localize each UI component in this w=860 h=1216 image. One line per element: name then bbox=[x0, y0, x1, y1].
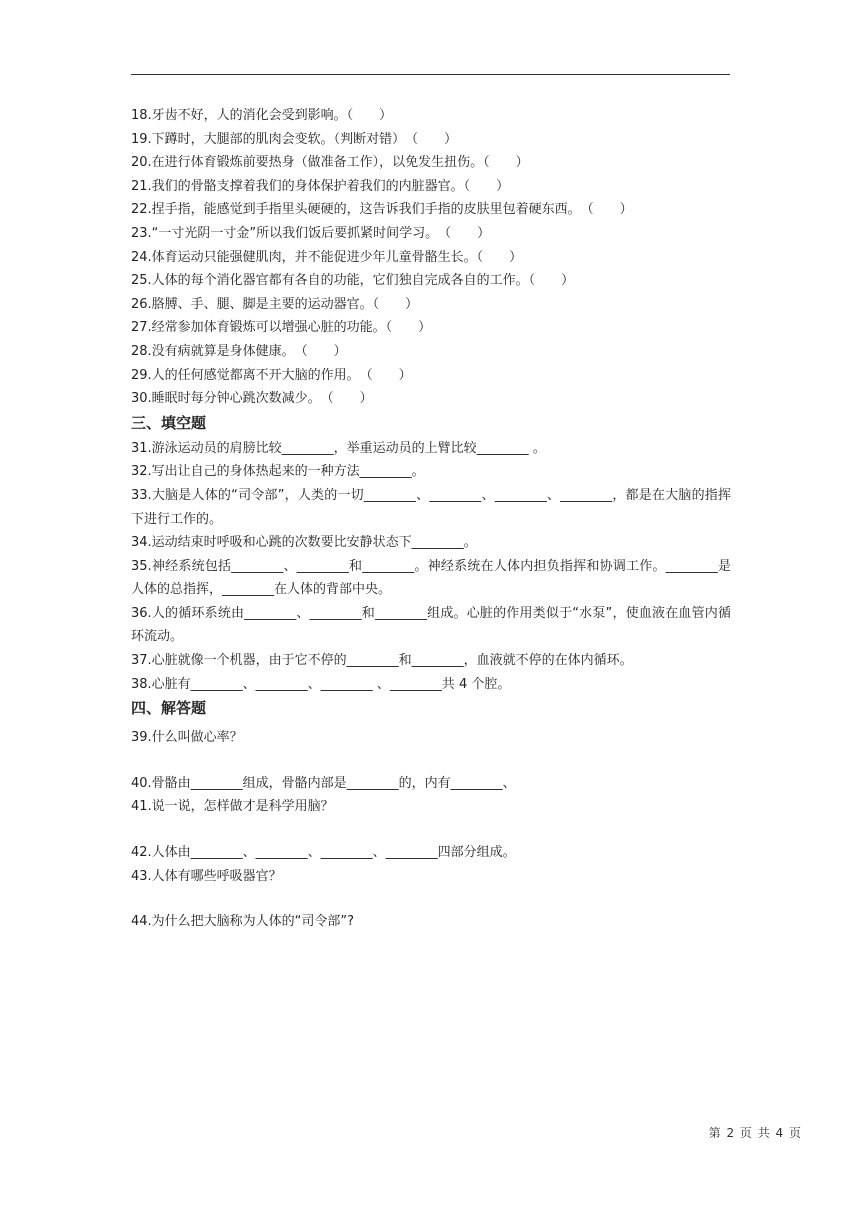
question-25: 25.人体的每个消化器官都有各自的功能，它们独自完成各自的工作。（ ） bbox=[131, 273, 575, 289]
question-39: 39.什么叫做心率？ bbox=[131, 730, 243, 746]
page-content bbox=[131, 104, 731, 934]
question-29: 29.人的任何感觉都离不开大脑的作用。 （ ） bbox=[131, 367, 412, 383]
question-30: 30.睡眠时每分钟心跳次数减少。 （ ） bbox=[131, 391, 373, 407]
judgement-list bbox=[131, 104, 731, 411]
question-24: 24.体育运动只能强健肌肉，并不能促进少年儿童骨骼生长。（ ） bbox=[131, 249, 523, 265]
question-35: 35.神经系统包括________、________和________。神经系统在人体内担负指挥和协调工作。________是人体的总指挥，________在人体的背部中央。 bbox=[131, 558, 731, 598]
answer-list bbox=[131, 722, 731, 934]
question-19: 19.下蹲时，大腿部的肌肉会变软。（判断对错） （ ） bbox=[131, 131, 458, 147]
question-20: 20.在进行体育锻炼前要热身（做准备工作），以免发生扭伤。（ ） bbox=[131, 155, 529, 171]
question-22: 22.捏手指，能感觉到手指里头硬硬的，这告诉我们手指的皮肤里包着硬东西。 （ ） bbox=[131, 202, 633, 218]
question-42: 42.人体由________、________、________、________四部分组成。 bbox=[131, 845, 516, 861]
question-41: 41.说一说，怎样做才是科学用脑？ bbox=[131, 799, 334, 815]
header-rule bbox=[131, 74, 730, 75]
question-43: 43.人体有哪些呼吸器官？ bbox=[131, 868, 282, 884]
question-27: 27.经常参加体育锻炼可以增强心脏的功能。（ ） bbox=[131, 320, 432, 336]
question-32: 32.写出让自己的身体热起来的一种方法________。 bbox=[131, 464, 425, 480]
question-40: 40.骨骼由________组成，骨骼内部是________的，内有________、 bbox=[131, 775, 516, 791]
section-title-fill-in: 三、填空题 bbox=[131, 413, 207, 432]
question-28: 28.没有病就算是身体健康。 （ ） bbox=[131, 343, 347, 359]
question-21: 21.我们的骨骼支撑着我们的身体保护着我们的内脏器官。（ ） bbox=[131, 178, 510, 194]
question-31: 31.游泳运动员的肩膀比较________，举重运动员的上臂比较________ 。 bbox=[131, 440, 546, 456]
question-34: 34.运动结束时呼吸和心跳的次数要比安静状态下________。 bbox=[131, 535, 477, 551]
question-36: 36.人的循环系统由________、________和________组成。心脏的作用类似于“水泵”，使血液在血管内循环流动。 bbox=[131, 605, 731, 645]
question-37: 37.心脏就像一个机器，由于它不停的________和________，血液就不停的在体内循环。 bbox=[131, 653, 633, 669]
question-23: 23.“一寸光阴一寸金”所以我们饭后要抓紧时间学习。 （ ） bbox=[131, 225, 491, 241]
section-title-answer: 四、解答题 bbox=[131, 699, 207, 718]
question-44: 44.为什么把大脑称为人体的“司令部”? bbox=[131, 914, 355, 930]
question-33: 33.大脑是人体的“司令部”，人类的一切________、________、________、________，都是在大脑的指挥下进行工作的。 bbox=[131, 487, 731, 527]
page-footer: 第 2 页 共 4 页 bbox=[708, 1126, 802, 1140]
question-38: 38.心脏有________、________、________ 、________共 4 个腔。 bbox=[131, 676, 511, 692]
fill-in-list bbox=[131, 437, 731, 697]
question-18: 18.牙齿不好，人的消化会受到影响。（ ） bbox=[131, 108, 393, 123]
question-26: 26.胳膊、手、腿、脚是主要的运动器官。（ ） bbox=[131, 296, 419, 312]
